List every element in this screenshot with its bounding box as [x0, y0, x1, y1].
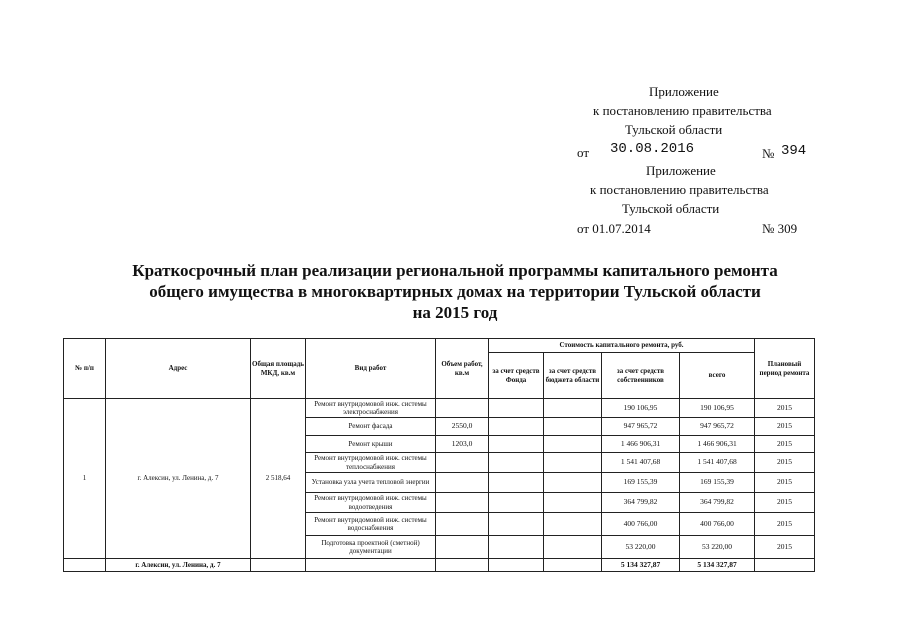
- repair-period: 2015: [755, 436, 815, 453]
- cost-owners: 364 799,82: [602, 493, 680, 513]
- resolution-number-2: № 309: [762, 221, 798, 236]
- work-type: Ремонт внутридомовой инж. системы теплоснабжения: [306, 453, 436, 473]
- repair-period: 2015: [755, 473, 815, 493]
- repair-period: 2015: [755, 453, 815, 473]
- cost-total: 190 106,95: [680, 399, 755, 418]
- total-volume: [436, 559, 489, 572]
- cost-total: 1 541 407,68: [680, 453, 755, 473]
- repair-period: 2015: [755, 399, 815, 418]
- cost-owners: 169 155,39: [602, 473, 680, 493]
- work-volume: 1203,0: [436, 436, 489, 453]
- cost-budget: [544, 399, 602, 418]
- cost-budget: [544, 473, 602, 493]
- header-work-type: Вид работ: [306, 339, 436, 399]
- region-label-2: Тульской области: [622, 201, 720, 216]
- repair-period: 2015: [755, 418, 815, 436]
- cost-owners: 190 106,95: [602, 399, 680, 418]
- cost-budget: [544, 418, 602, 436]
- cost-total: 947 965,72: [680, 418, 755, 436]
- work-type: Ремонт внутридомовой инж. системы водоснабжения: [306, 513, 436, 536]
- resolution-date: 30.08.2016: [610, 141, 695, 157]
- cost-fund: [489, 453, 544, 473]
- total-fund: [489, 559, 544, 572]
- work-type: Ремонт крыши: [306, 436, 436, 453]
- row-num: 1: [64, 399, 106, 559]
- region-label: Тульской области: [625, 122, 723, 137]
- repair-plan-table: [63, 338, 815, 572]
- work-type: Ремонт внутридомовой инж. системы электроснабжения: [306, 399, 436, 418]
- header-period: Плановый период ремонта: [755, 339, 815, 399]
- cost-total: 364 799,82: [680, 493, 755, 513]
- total-owners: 5 134 327,87: [602, 559, 680, 572]
- document-title: [60, 260, 850, 323]
- cost-budget: [544, 493, 602, 513]
- cost-owners: 400 766,00: [602, 513, 680, 536]
- row-area: 2 518,64: [251, 399, 306, 559]
- cost-fund: [489, 399, 544, 418]
- work-volume: [436, 493, 489, 513]
- header-owners: за счет средств собственников: [602, 353, 680, 399]
- total-sum: 5 134 327,87: [680, 559, 755, 572]
- work-volume: [436, 453, 489, 473]
- header-address: Адрес: [106, 339, 251, 399]
- total-budget: [544, 559, 602, 572]
- number-prefix: №: [762, 146, 775, 161]
- cost-total: 400 766,00: [680, 513, 755, 536]
- resolution-number: 394: [781, 143, 807, 159]
- date-prefix: от: [577, 145, 590, 160]
- cost-fund: [489, 513, 544, 536]
- cost-total: 53 220,00: [680, 536, 755, 559]
- resolution-label: к постановлению правительства: [593, 103, 772, 118]
- cost-owners: 53 220,00: [602, 536, 680, 559]
- row-address: г. Алексин, ул. Ленина, д. 7: [106, 399, 251, 559]
- title-line-2: общего имущества в многоквартирных домах на территории Тульской области: [149, 282, 761, 301]
- cost-budget: [544, 453, 602, 473]
- work-type: Установка узла учета тепловой энергии: [306, 473, 436, 493]
- cost-fund: [489, 493, 544, 513]
- total-num: [64, 559, 106, 572]
- total-period: [755, 559, 815, 572]
- repair-period: 2015: [755, 536, 815, 559]
- cost-fund: [489, 436, 544, 453]
- header-fund: за счет средств Фонда: [489, 353, 544, 399]
- header-area: Общая площадь МКД, кв.м: [251, 339, 306, 399]
- cost-owners: 1 466 906,31: [602, 436, 680, 453]
- work-volume: [436, 473, 489, 493]
- work-volume: 2550,0: [436, 418, 489, 436]
- cost-fund: [489, 418, 544, 436]
- header-budget: за счет средств бюджета области: [544, 353, 602, 399]
- cost-budget: [544, 513, 602, 536]
- repair-period: 2015: [755, 493, 815, 513]
- header-total: всего: [680, 353, 755, 399]
- total-work: [306, 559, 436, 572]
- work-type: Ремонт фасада: [306, 418, 436, 436]
- appendix-label: Приложение: [649, 84, 719, 99]
- cost-fund: [489, 536, 544, 559]
- repair-period: 2015: [755, 513, 815, 536]
- total-area: [251, 559, 306, 572]
- work-volume: [436, 536, 489, 559]
- header-volume: Объем работ, кв.м: [436, 339, 489, 399]
- header-num: № п/п: [64, 339, 106, 399]
- cost-budget: [544, 536, 602, 559]
- work-type: Ремонт внутридомовой инж. системы водоотведения: [306, 493, 436, 513]
- title-line-1: Краткосрочный план реализации региональной программы капитального ремонта: [132, 261, 778, 280]
- table-row: [64, 399, 815, 418]
- header-cost-group: Стоимость капитального ремонта, руб.: [489, 339, 755, 353]
- resolution-date-2: от 01.07.2014: [577, 221, 651, 236]
- resolution-label-2: к постановлению правительства: [590, 182, 769, 197]
- total-row: [64, 559, 815, 572]
- cost-owners: 1 541 407,68: [602, 453, 680, 473]
- cost-budget: [544, 436, 602, 453]
- total-address: г. Алексин, ул. Ленина, д. 7: [106, 559, 251, 572]
- cost-owners: 947 965,72: [602, 418, 680, 436]
- cost-total: 1 466 906,31: [680, 436, 755, 453]
- cost-fund: [489, 473, 544, 493]
- work-type: Подготовка проектной (сметной) документации: [306, 536, 436, 559]
- work-volume: [436, 399, 489, 418]
- work-volume: [436, 513, 489, 536]
- appendix-label-2: Приложение: [646, 163, 716, 178]
- cost-total: 169 155,39: [680, 473, 755, 493]
- title-line-3: на 2015 год: [412, 303, 498, 322]
